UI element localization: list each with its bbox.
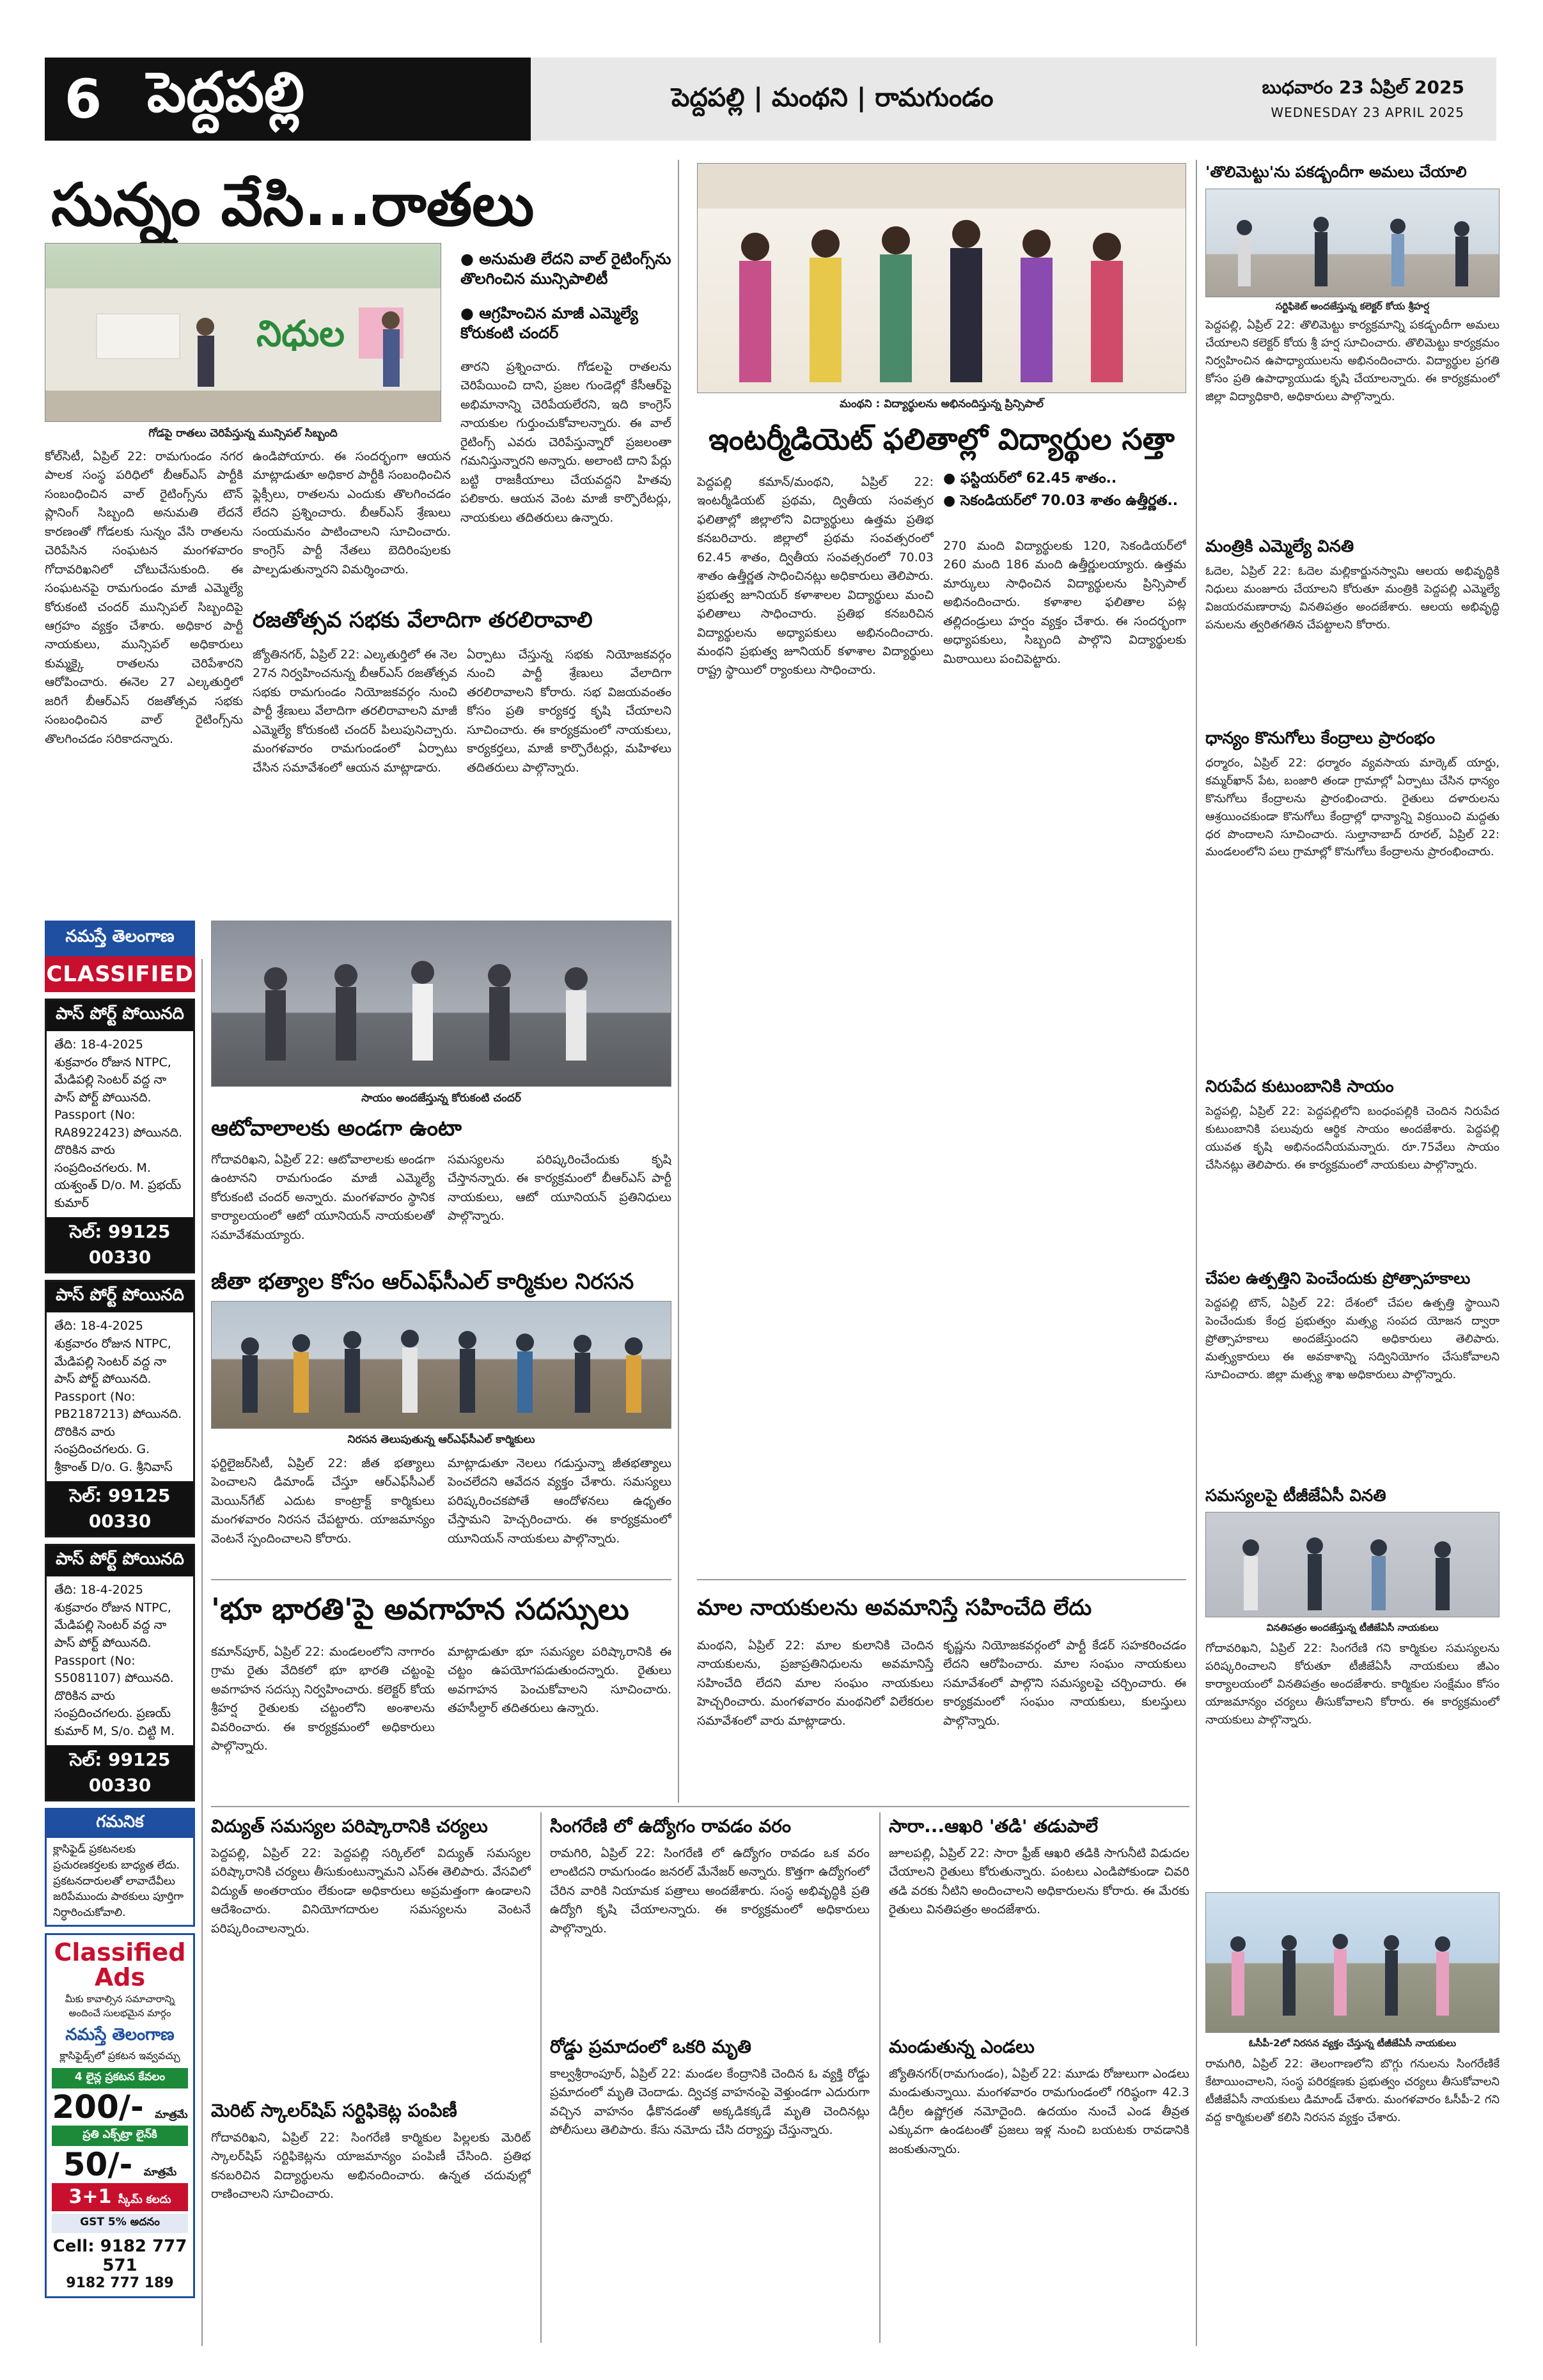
mala-headline: మాల నాయకులను అవమానిస్తే సహించేది లేదు [697,1595,1092,1621]
issue-date [1262,77,1464,120]
column-rule [678,160,679,1803]
promo-brand: Classified Ads [54,1938,186,1992]
issue-date-en: WEDNESDAY 23 APRIL 2025 [1271,105,1464,120]
certificate-photo-illustration [1206,189,1500,297]
promo-rate1-amount: 200/- [52,2088,144,2126]
page-number: 6 [45,58,121,141]
promo-rate2-unit: మాత్రమే [143,2166,177,2179]
classified-ad [45,1280,195,1537]
classified-ad-text: తేది: 18-4-2025 శుక్రవారం రోజున NTPC, మేడిపల్లి సెంటర్ వద్ద నా పాస్ పోర్ట్ పోయినది. Passport (No: PB2187213) పోయినది. దొరికిన వారు సంప్రదించగలరు. G. శ్రీకాంత్ D/o. G. శ్రీనివాస్ [54,1319,182,1474]
auto-body-right: సమస్యలను పరిష్కరించేందుకు కృషి చేస్తానన్నారు. ఈ కార్యక్రమంలో బీఆర్‌ఎస్ పార్టీ నాయకులు, ఆటో యూనియన్ ప్రతినిధులు పాల్గొన్నారు. [448,1153,671,1224]
lead-body-col1: కోల్‌సిటీ, ఏప్రిల్ 22: రామగుండం నగర పాలక సంస్థ పరిధిలో బీఆర్‌ఎస్ పార్టీకి సంబంధించిన వాల్ రైటింగ్స్‌ను టౌన్ ప్లానింగ్ సిబ్బంది అనుమతి లేదనే కారణంతో గోడలకు సున్నం వేసి రాతలను చెరిపేసిన సంఘటన మంగళవారం గోదావరిఖనిలో చోటుచేసుకుంది. ఈ సంఘటనపై రామగుండం మాజీ ఎమ్మెల్యే కోరుకంటి చందర్ మున్సిపల్ సిబ్బందిపై ఆగ్రహం వ్యక్తం చేశారు. అధికార పార్టీ నాయకులు, మున్సిపల్ అధికారులు కుమ్మక్కై రాతలను చెరిపేశారని ఆరోపించారు. ఈనెల 27 ఎల్కతుర్తిలో జరిగే బీఆర్‌ఎస్ రజతోత్సవ సభకు సంబంధించిన వాల్ రైటింగ్స్‌ను తొలగించడం సరికాదన్నారు. [45,449,243,746]
masthead [45,58,1496,141]
tgjac-photo-2-caption: ఓసీపీ-2లో నిరసన వ్యక్తం చేస్తున్న టీజీజేఏసీ నాయకులు [1248,2037,1457,2049]
fish-body: పెద్దపల్లి టౌన్, ఏప్రిల్ 22: దేశంలో చేపల ఉత్పత్తి స్థాయిని పెంచేందుకు కేంద్ర ప్రభుత్వం మత్స్య సంపద యోజన ద్వారా ప్రోత్సాహకాలు అందజేస్తుందని అధికారులు తెలిపారు. మత్స్యకారులు ఈ అవకాశాన్ని సద్వినియోగం చేసుకోవాలని సూచించారు. జిల్లా మత్స్య శాఖ అధికారులు పాల్గొన్నారు. [1205,1296,1500,1381]
promo-paper: నమస్తే తెలంగాణ [65,2025,175,2045]
mala-body-left: మంథని, ఏప్రిల్ 22: మాల కులానికి చెందిన నాయకులను, ప్రజాప్రతినిధులను అవమానిస్తే సహించేది లేదని మాల సంఘం నాయకులు హెచ్చరించారు. మంగళవారం మంథనిలో విలేకరుల సమావేశంలో వారు మాట్లాడారు. [697,1638,934,1728]
promo-rate2-amount: 50/- [63,2146,133,2184]
promo-sub: క్లాసిఫైడ్స్‌లో ప్రకటన ఇవ్వవచ్చు [59,2049,180,2062]
lead-photo [45,243,441,422]
promo-cell-2: 9182 777 189 [66,2275,174,2292]
lead-body-col3: తారని ప్రశ్నించారు. గోడలపై రాతలను చెరిపేయించి దాని, ప్రజల గుండెల్లో కేసీఆర్‌పై అభిమానాన్ని చెరిపేయలేరని, ఇది కాంగ్రెస్ నాయకుల గుర్తుంచుకోవాలన్నారు. ఈ వాల్ రైటింగ్స్ ఎవరు చెరిపేస్తున్నారో ప్రజలంతా గమనిస్తున్నారని అన్నారు. అలాంటి దాని పేర్లు బట్టి రాజకీయాలు చేయవద్దని హితవు పలికారు. ఆయన వెంట మాజీ కార్పొరేటర్లు, నాయకులు తదితరులు ఉన్నారు. [460,360,671,525]
inter-stat-1: ● ఫస్టియర్‌లో 62.45 శాతం.. [943,470,1186,488]
column-rule [201,959,203,2346]
tgjac-photo-caption: వినతిపత్రం అందజేస్తున్న టీజీజేఏసీ నాయకులు [1266,1622,1439,1633]
column-rule [1196,160,1197,2346]
section-title: పెద్దపల్లి [121,58,531,141]
rfcl-headline: జీతా భత్యాల కోసం ఆర్ఎఫ్‌సీఎల్ కార్మికుల నిరసన [211,1269,634,1295]
rfcl-body-left: ఫర్టిలైజర్‌సిటీ, ఏప్రిల్ 22: జీత భత్యాలు పెంచాలని డిమాండ్ చేస్తూ ఆర్ఎఫ్‌సీఎల్ మెయిన్‌గేట్ ఎదుట కాంట్రాక్ట్ కార్మికులు మంగళవారం నిరసన చేపట్టారు. యాజమాన్యం వెంటనే స్పందించాలని కోరారు. [211,1456,435,1546]
accident-body: కాల్వశ్రీరాంపూర్, ఏప్రిల్ 22: మండల కేంద్రానికి చెందిన ఓ వ్యక్తి రోడ్డు ప్రమాదంలో మృతి చెందాడు. ద్విచక్ర వాహనంపై వెళ్తుండగా ఎదురుగా వచ్చిన వాహనం ఢీకొనడంతో అక్కడికక్కడే మృతి చెందినట్లు పోలీసులు తెలిపారు. కేసు నమోదు చేసి దర్యాప్తు చేస్తున్నారు. [550,2067,870,2138]
silver-body-right: ఏర్పాటు చేస్తున్న సభకు నియోజకవర్గం నుంచి పార్టీ శ్రేణులు వేలాదిగా తరలిరావాలని కోరారు. సభ విజయవంతం కోసం ప్రతి కార్యకర్త కృషి చేయాలని సూచించారు. ఈ కార్యక్రమంలో నాయకులు, కార్యకర్తలు, మాజీ కార్పొరేటర్లు, మహిళలు తదితరులు పాల్గొన్నారు. [467,648,671,775]
classified-ads-promo [45,1933,195,2299]
poor-headline: నిరుపేద కుటుంబానికి సాయం [1205,1077,1394,1096]
mala-body-right: కృష్ణను నియోజకవర్గంలో పార్టీ కేడర్ సహకరించడం లేదని ఆరోపించారు. మాల సంఘం నాయకులు సమావేశంలో పాల్గొని సమస్యలపై చర్చించారు. ఈ కార్యక్రమంలో సంఘం నాయకులు, కులస్తులు పాల్గొన్నారు. [943,1638,1186,1728]
notice-text: క్లాసిఫైడ్ ప్రకటనలకు ప్రచురణకర్తలకు బాధ్యత లేదు. ప్రకటనదారులతో లావాదేవీలు జరిపేముందు పాఠకులు పూర్తిగా నిర్ధారించుకోవాలి. [53,1843,184,1919]
classified-ad-text: తేది: 18-4-2025 శుక్రవారం రోజున NTPC, మేడిపల్లి సెంటర్ వద్ద నా పాస్ పోర్ట్ పోయినది. Passport (No: S5081107) పోయినది. దొరికిన వారు సంప్రదించగలరు. ప్రణయ్ కుమార్ M, S/o. చిట్టి M. [54,1583,175,1738]
tolimettu-headline: 'తొలిమెట్టు'ను పకడ్బందీగా అమలు చేయాలి [1205,163,1467,181]
inter-photo-caption: మంథని : విద్యార్థులను అభినందిస్తున్న ప్రిన్సిపాల్ [840,398,1044,410]
promo-rate1-value [52,2088,188,2126]
students-photo-illustration [698,164,1186,393]
promo-rate1-label: 4 లైన్ల ప్రకటన కేవలం [52,2068,188,2088]
sara-headline: సారా...ఆఖరి 'తడి' తడుపాలే [889,1816,1099,1837]
lead-bullet-1: ● అనుమతి లేదని వాల్ రైటింగ్స్‌ను తొలగించిన మున్సిపాలిటీ [460,249,671,289]
tgjac-headline: సమస్యలపై టీజీజేఏసీ వినతి [1205,1486,1386,1505]
wall-photo-illustration [45,244,441,422]
silver-photo-caption: సాయం అందజేస్తున్న కోరుకంటి చందర్ [361,1092,521,1105]
classified-ad [45,999,195,1273]
memorandum-photo-illustration [1206,1513,1500,1617]
tgjac-body: గోదావరిఖని, ఏప్రిల్ 22: సింగరేణి గని కార్మికుల సమస్యలను పరిష్కరించాలని కోరుతూ టీజీజేఏసీ నాయకులు జీఎం కార్యాలయంలో వినతిపత్రం అందజేశారు. కార్మికుల సంక్షేమం కోసం యాజమాన్యం చర్యలు తీసుకోవాలని కోరారు. ఈ కార్యక్రమంలో నాయకులు పాల్గొన్నారు. [1205,1642,1500,1727]
mla-body: ఓదెల, ఏప్రిల్ 22: ఓదెల మల్లికార్జునస్వామి ఆలయ అభివృద్ధికి నిధులు మంజూరు చేయాలని కోరుతూ మంత్రికి పెద్దపల్లి ఎమ్మెల్యే విజయరమణారావు వినతిపత్రం అందజేశారు. ఆలయ అభివృద్ధి పనులను త్వరితగతిన చేపట్టాలని కోరారు. [1205,564,1500,632]
classified-ad-phone: సెల్: 99125 00330 [47,1745,193,1800]
heat-headline: మండుతున్న ఎండలు [889,2036,1035,2057]
lead-body-col2: ఉండిపోయారు. ఈ సందర్భంగా ఆయన మాట్లాడుతూ అధికార పార్టీకి సంబంధించిన ఫ్లెక్సీలు, రాతలను ఎందుకు తొలగించడం లేదని ప్రశ్నించారు. బీఆర్‌ఎస్ శ్రేణులు సంయమనం పాటించాలని సూచించారు. కాంగ్రెస్ పార్టీ నేతలు బెదిరింపులకు పాల్పడుతున్నారని విమర్శించారు. [253,449,451,577]
issue-date-te: బుధవారం 23 ఏప్రిల్ 2025 [1262,77,1464,98]
promo-offer-text: స్కీమ్ కలదు [118,2193,171,2207]
section-subtitle: పెద్దపల్లి | మంథని | రామగుండం [671,83,994,113]
tolimettu-body: పెద్దపల్లి, ఏప్రిల్ 22: తొలిమెట్టు కార్యక్రమాన్ని పకడ్బందీగా అమలు చేయాలని కలెక్టర్ కోయ శ్రీ హర్ష సూచించారు. తొలిమెట్టు కార్యక్రమం నిర్వహించిన ఉపాధ్యాయులను అభినందించారు. విద్యార్థుల ప్రగతి కోసం ప్రతి ఉపాధ్యాయుడు కృషి చేయాలన్నారు. ఈ కార్యక్రమంలో జిల్లా విద్యాధికారి, అధికారులు పాల్గొన్నారు. [1205,318,1500,403]
singareni-headline: సింగరేణి లో ఉద్యోగం రావడం వరం [550,1816,792,1837]
promo-tagline: మీకు కావాల్సిన సమాచారాన్ని అందించే సులభమైన మార్గం [65,1993,175,2019]
inter-body-right: 270 మంది విద్యార్థులకు 120, సెకండియర్‌లో 260 మంది 186 మంది ఉత్తీర్ణులయ్యారు. ఉత్తమ మార్కులు సాధించిన విద్యార్థులను ప్రిన్సిపాల్ అభినందించారు. కళాశాల ఫలితాల పట్ల తల్లిదండ్రులు హర్షం వ్యక్తం చేశారు. ఈ సందర్భంగా అధ్యాపకులు, సిబ్బంది పాల్గొని విద్యార్థులకు మిఠాయిలు పంచిపెట్టారు. [943,539,1186,666]
bhubharati-body-left: కమాన్‌పూర్, ఏప్రిల్ 22: మండలంలోని నాగారం గ్రామ రైతు వేదికలో భూ భారతి చట్టంపై అవగాహన సదస్సు నిర్వహించారు. కలెక్టర్ కోయ శ్రీహర్ష రైతులకు చట్టంలోని అంశాలను వివరించారు. ఈ కార్యక్రమంలో అధికారులు పాల్గొన్నారు. [211,1645,435,1754]
inter-photo [697,163,1186,393]
silver-headline: రజతోత్సవ సభకు వేలాదిగా తరలిరావాలి [253,607,593,633]
classified-ad-text: తేది: 18-4-2025 శుక్రవారం రోజున NTPC, మేడిపల్లి సెంటర్ వద్ద నా పాస్ పోర్ట్ పోయినది. Passport (No: RA8922423) పోయినది. దొరికిన వారు సంప్రదించగలరు. M. యశ్వంత్ D/o. M. ప్రభయ్ కుమార్ [54,1038,183,1210]
tolimettu-photo [1205,189,1500,297]
classified-label: CLASSIFIED [45,956,195,992]
silver-photo [211,921,671,1087]
lead-photo-caption: గోడపై రాతలు చెరిపేస్తున్న మున్సిపల్ సిబ్బంది [148,427,338,440]
merit-body: గోదావరిఖని, ఏప్రిల్ 22: సింగరేణి కార్మికుల పిల్లలకు మెరిట్ స్కాలర్‌షిప్ సర్టిఫికెట్లను యాజమాన్యం పంపిణీ చేసింది. ప్రతిభ కనబరిచిన విద్యార్థులను అభినందించారు. ఉన్నత చదువుల్లో రాణించాలని సూచించారు. [211,2131,531,2202]
mla-headline: మంత్రికి ఎమ్మెల్యే వినతి [1205,537,1354,556]
promo-offer [52,2183,188,2211]
classified-ad-title: పాస్ పోర్ట్ పోయినది [47,1282,193,1312]
accident-headline: రోడ్డు ప్రమాదంలో ఒకరి మృతి [550,2036,751,2057]
grain-headline: ధాన్యం కొనుగోలు కేంద్రాలు ప్రారంభం [1205,729,1436,748]
column-rule [879,1812,881,2343]
lead-headline: సున్నం వేసి...రాతలు [51,171,535,239]
svg-text:నిధుల: నిధుల [256,313,345,355]
classified-brand: నమస్తే తెలంగాణ [45,921,195,956]
notice-title: గమనిక [47,1810,193,1838]
promo-cell-label: Cell: [52,2237,95,2257]
classified-ad-title: పాస్ పోర్ట్ పోయినది [47,1546,193,1576]
tgjac-photo [1205,1512,1500,1617]
classified-column [45,921,195,2346]
rfcl-body-right: మాట్లాడుతూ నెలలు గడుస్తున్నా జీతభత్యాలు పెంచలేదని ఆవేదన వ్యక్తం చేశారు. సమస్యలు పరిష్కరించకపోతే ఆందోళనలు ఉధృతం చేస్తామని హెచ్చరించారు. ఈ కార్యక్రమంలో యూనియన్ నాయకులు పాల్గొన్నారు. [448,1456,671,1546]
tgjac-body-2: రామగిరి, ఏప్రిల్ 22: తెలంగాణలోని బొగ్గు గనులను సింగరేణికే కేటాయించాలని, సంస్థ పరిరక్షణకు ప్రభుత్వం చర్యలు తీసుకోవాలని టీజీజేఏసీ నాయకులు డిమాండ్ చేశారు. మంగళవారం ఓసీపీ-2 గని వద్ద కార్మికులతో కలిసి నిరసన వ్యక్తం చేశారు. [1205,2057,1500,2124]
classified-ad-title: పాస్ పోర్ట్ పోయినది [47,1000,193,1031]
singareni-body: రామగిరి, ఏప్రిల్ 22: సింగరేణి లో ఉద్యోగం రావడం ఒక వరం లాంటిదని రామగుండం జనరల్ మేనేజర్ అన్నారు. కొత్తగా ఉద్యోగంలో చేరిన వారికి నియామక పత్రాలు అందజేశారు. సంస్థ అభివృద్ధికి ప్రతి ఉద్యోగి కృషి చేయాలన్నారు. ఈ కార్యక్రమంలో అధికారులు పాల్గొన్నారు. [550,1846,870,1936]
bhubharati-headline: 'భూ భారతి'పై అవగాహన సదస్సులు [211,1592,629,1626]
promo-cell-1: 9182 777 571 [100,2237,187,2276]
divider [211,1579,671,1580]
classified-ad-phone: సెల్: 99125 00330 [47,1481,193,1536]
inter-headline: ఇంటర్మీడియెట్ ఫలితాల్లో విద్యార్థుల సత్తా [709,422,1175,456]
tgjac-photo-2 [1205,1892,1500,2033]
tolimettu-photo-caption: సర్టిఫికెట్ అందజేస్తున్న కలెక్టర్ కోయ శ్రీహర్ష [1275,300,1430,312]
rfcl-photo-caption: నిరసన తెలుపుతున్న ఆర్ఎఫ్‌సీఎల్ కార్మికులు [347,1433,535,1446]
fish-headline: చేపల ఉత్పత్తిని పెంచేందుకు ప్రోత్సాహకాలు [1205,1269,1471,1287]
promo-cell [52,2237,188,2275]
column-rule [540,1812,542,2343]
protest-photo-illustration [212,1302,671,1429]
group-photo-illustration [212,921,671,1087]
auto-body-left: గోదావరిఖని, ఏప్రిల్ 22: ఆటోవాలాలకు అండగా ఉంటానని రామగుండం మాజీ ఎమ్మెల్యే కోరుకంటి చందర్ అన్నారు. మంగళవారం స్థానిక కార్యాలయంలో ఆటో యూనియన్ నాయకులతో సమావేశమయ్యారు. [211,1153,435,1242]
protest-photo-2-illustration [1206,1893,1500,2033]
electricity-body: పెద్దపల్లి, ఏప్రిల్ 22: పెద్దపల్లి సర్కిల్‌లో విద్యుత్ సమస్యల పరిష్కారానికి చర్యలు తీసుకుంటున్నామని ఎస్ఈ తెలిపారు. వేసవిలో విద్యుత్ అంతరాయం లేకుండా అధికారులు అప్రమత్తంగా ఉండాలని ఆదేశించారు. వినియోగదారుల సమస్యలను వెంటనే పరిష్కరించాలన్నారు. [211,1846,531,1936]
lead-bullet-2: ● ఆగ్రహించిన మాజీ ఎమ్మెల్యే కోరుకంటి చందర్ [460,304,671,343]
promo-offer-value: 3+1 [68,2186,112,2209]
divider [211,1806,1189,1807]
bhubharati-body-right: మాట్లాడుతూ భూ సమస్యల పరిష్కారానికి ఈ చట్టం ఉపయోగపడుతుందన్నారు. రైతులు అవగాహన పెంచుకోవాలని సూచించారు. తహసీల్దార్ తదితరులు ఉన్నారు. [448,1645,671,1716]
electricity-headline: విద్యుత్ సమస్యల పరిష్కారానికి చర్యలు [211,1816,488,1837]
inter-body-left: పెద్దపల్లి కమాన్/మంథని, ఏప్రిల్ 22: ఇంటర్మీడియట్ ప్రథమ, ద్వితీయ సంవత్సర ఫలితాల్లో జిల్లాలోని విద్యార్థులు ఉత్తమ ప్రతిభ కనబరిచారు. జిల్లాలో ప్రథమ సంవత్సరంలో 62.45 శాతం, ద్వితీయ సంవత్సరంలో 70.03 శాతం ఉత్తీర్ణత సాధించినట్లు అధికారులు తెలిపారు. ప్రభుత్వ జూనియర్ కళాశాలల విద్యార్థులు మంచి ఫలితాలు సాధించారు. ప్రతిభ కనబరిచిన విద్యార్థులను అధ్యాపకులు అభినందించారు. మంథని ప్రభుత్వ జూనియర్ కళాశాల విద్యార్థులు రాష్ట్ర స్థాయిలో ర్యాంకులు సాధించారు. [697,475,934,678]
heat-body: జ్యోతినగర్(రామగుండం), ఏప్రిల్ 22: మూడు రోజులుగా ఎండలు మండుతున్నాయి. మంగళవారం రామగుండంలో గరిష్ఠంగా 42.3 డిగ్రీల ఉష్ణోగ్రత నమోదైంది. ఉదయం నుంచే ఎండ తీవ్రత ఎక్కువగా ఉండటంతో ప్రజలు ఇళ్ల నుంచి బయటకు రావడానికి జంకుతున్నారు. [889,2067,1189,2156]
auto-headline: ఆటోవాలాలకు అండగా ఉంటా [211,1116,462,1141]
divider [697,1579,1186,1580]
promo-rate2-value [52,2146,188,2183]
sara-body: జూలపల్లి, ఏప్రిల్ 22: సారా ఫ్రీజ్ ఆఖరి తడికి సాగునీటి విడుదల చేయాలని రైతులు కోరుతున్నారు. పంటలు ఎండిపోకుండా చివరి తడి వరకు నీటిని అందించాలని అధికారులను కోరారు. ఈ మేరకు రైతులు వినతిపత్రం అందజేశారు. [889,1846,1189,1917]
merit-headline: మెరిట్ స్కాలర్‌షిప్ సర్టిఫికెట్ల పంపిణీ [211,2100,457,2121]
grain-body: ధర్మారం, ఏప్రిల్ 22: ధర్మారం వ్యవసాయ మార్కెట్ యార్డు, కమ్మర్‌ఖాన్ పేట, బంజారి తండా గ్రామాల్లో ఏర్పాటు చేసిన ధాన్యం కొనుగోలు కేంద్రాలను ప్రారంభించారు. రైతులు దళారులను ఆశ్రయించకుండా కొనుగోలు కేంద్రాల్లో ధాన్యాన్ని విక్రయించి మద్దతు ధర పొందాలని సూచించారు. సుల్తానాబాద్ రూరల్, ఏప్రిల్ 22: మండలంలోని పలు గ్రామాల్లో కొనుగోలు కేంద్రాలను ప్రారంభించారు. [1205,756,1500,859]
promo-rate2-label: ప్రతి ఎక్స్‌ట్రా లైన్‌కి [52,2126,188,2146]
classified-ad [45,1544,195,1801]
promo-rate1-unit: మాత్రమే [155,2108,188,2121]
classified-ad-phone: సెల్: 99125 00330 [47,1217,193,1272]
inter-stat-2: ● సెకండియర్‌లో 70.03 శాతం ఉత్తీర్ణత.. [943,492,1186,511]
rfcl-photo [211,1301,671,1429]
poor-body: పెద్దపల్లి, ఏప్రిల్ 22: పెద్దపల్లిలోని బంధంపల్లికి చెందిన నిరుపేద కుటుంబానికి పలువురు ఆర్థిక సాయం అందజేశారు. పెద్దపల్లి యువత కృషి అభినందనీయమన్నారు. రూ.75వేలు సాయం చేసినట్లు తెలిపారు. ఈ కార్యక్రమంలో నాయకులు పాల్గొన్నారు. [1205,1105,1500,1172]
silver-body-left: జ్యోతినగర్, ఏప్రిల్ 22: ఎల్కతుర్తిలో ఈ నెల 27న నిర్వహించనున్న బీఆర్‌ఎస్ రజతోత్సవ సభకు రామగుండం నియోజకవర్గం నుంచి పార్టీ శ్రేణులు వేలాదిగా తరలిరావాలని మాజీ ఎమ్మెల్యే కోరుకంటి చందర్ పిలుపునిచ్చారు. మంగళవారం రామగుండంలో ఏర్పాటు చేసిన సమావేశంలో ఆయన మాట్లాడారు. [253,648,457,775]
notice-box [45,1808,195,1926]
promo-gst: GST 5% అదనం [52,2214,188,2233]
